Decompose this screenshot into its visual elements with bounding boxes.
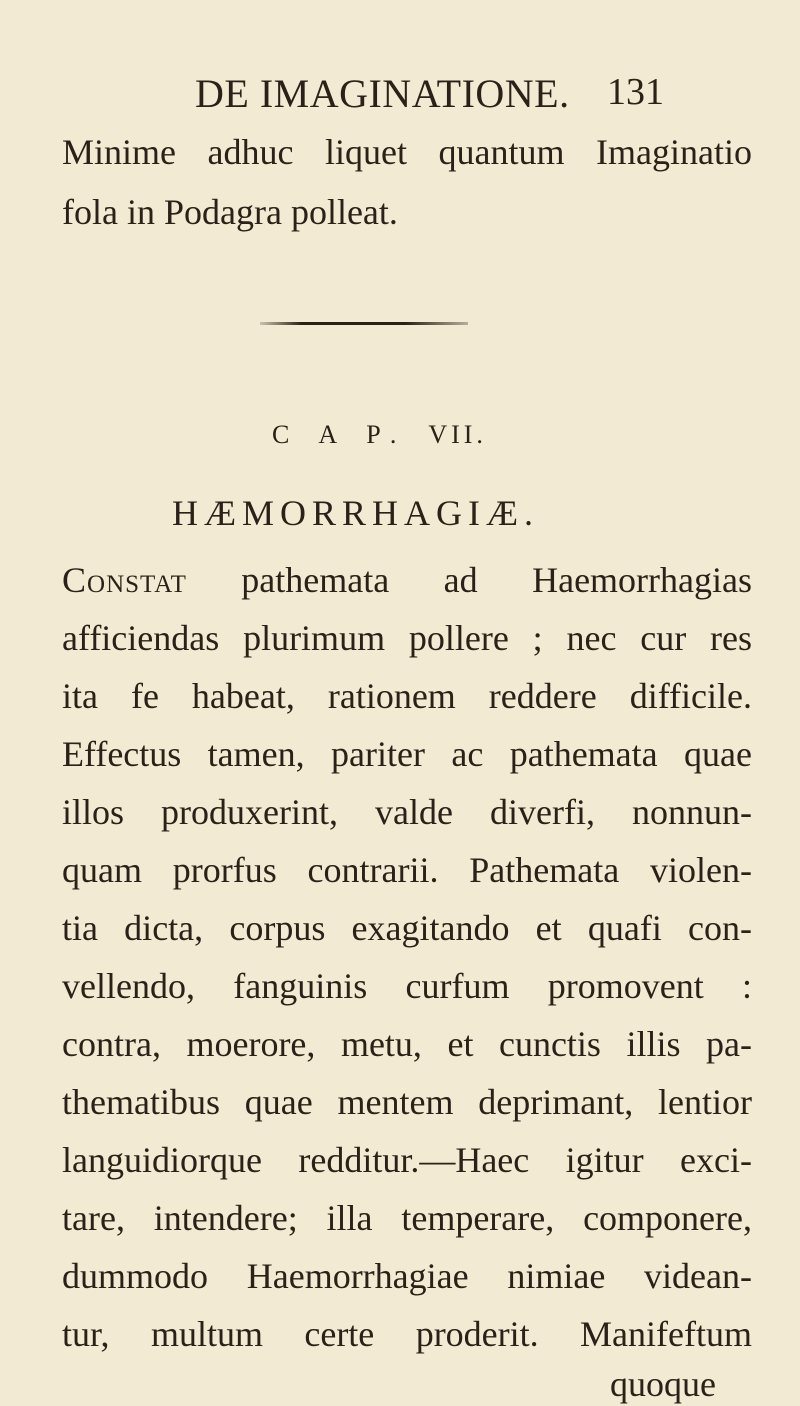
first-line-rest: pathemata ad Haemorrhagias bbox=[186, 560, 752, 600]
running-head bbox=[195, 70, 665, 120]
intro-line: Minime adhuc liquet quantum Imaginatio bbox=[62, 132, 752, 172]
catchword: quoque bbox=[610, 1364, 716, 1404]
body-line: quam prorfus contrarii. Pathemata violen- bbox=[62, 850, 752, 890]
body-line: thematibus quae mentem deprimant, lentior bbox=[62, 1082, 752, 1122]
body-line: vellendo, fanguinis curfum promovent : bbox=[62, 966, 752, 1006]
chapter-title: HÆMORRHAGIÆ. bbox=[172, 493, 540, 533]
body-line: tia dicta, corpus exagitando et quafi con- bbox=[62, 908, 752, 948]
body-line: ita fe habeat, rationem reddere difficile. bbox=[62, 676, 752, 716]
body-line: afficiendas plurimum pollere ; nec cur res bbox=[62, 618, 752, 658]
body-line: tur, multum certe proderit. Manifeftum bbox=[62, 1314, 752, 1354]
body-line: illos produxerint, valde diverfi, nonnun- bbox=[62, 792, 752, 832]
intro-line: fola in Podagra polleat. bbox=[62, 192, 398, 232]
body-line: languidiorque redditur.—Haec igitur exci- bbox=[62, 1140, 752, 1180]
page-number: 131 bbox=[607, 71, 664, 113]
body-line: Effectus tamen, pariter ac pathemata quae bbox=[62, 734, 752, 774]
body-line-first bbox=[62, 558, 752, 602]
chapter-heading bbox=[272, 420, 487, 450]
body-line: dummodo Haemorrhagiae nimiae videan- bbox=[62, 1256, 752, 1296]
body-line: contra, moerore, metu, et cunctis illis pa- bbox=[62, 1024, 752, 1064]
section-divider bbox=[260, 322, 468, 325]
chapter-number: VII. bbox=[428, 420, 487, 449]
chapter-label: C A P. bbox=[272, 420, 409, 449]
opening-word: Constat bbox=[62, 560, 187, 600]
body-line: tare, intendere; illa temperare, componere, bbox=[62, 1198, 752, 1238]
running-title: DE IMAGINATIONE. bbox=[195, 71, 570, 116]
